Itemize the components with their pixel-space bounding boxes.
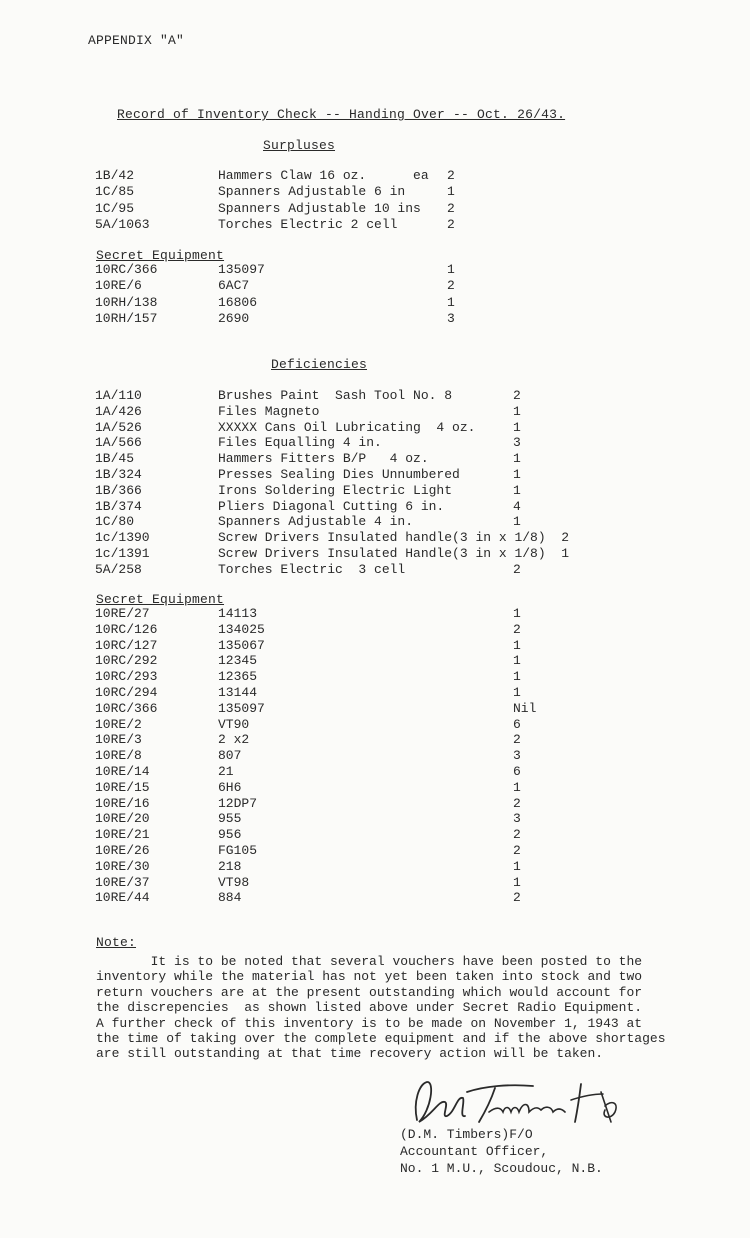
deficiency-row — [0, 514, 750, 530]
note-body — [96, 954, 666, 1062]
item-quantity: 1 — [513, 779, 521, 795]
item-quantity: 3 — [513, 748, 521, 764]
item-description: 2690 — [218, 310, 250, 326]
deficiency-row — [0, 562, 750, 578]
item-quantity: 2 — [513, 561, 521, 577]
item-quantity: 2 — [513, 890, 521, 906]
item-description: FG105 — [218, 843, 258, 858]
deficiency-secret-row — [0, 638, 750, 654]
item-code: 10RE/44 — [95, 890, 150, 906]
handwritten-signature — [405, 1072, 635, 1132]
item-quantity: 2 — [513, 827, 521, 843]
note-line: return vouchers are at the present outstanding which would account for — [96, 984, 643, 1000]
item-code: 10RE/8 — [95, 748, 142, 764]
item-quantity: 3 — [447, 310, 455, 326]
item-quantity: 1 — [513, 514, 521, 530]
item-description: Screw Drivers Insulated Handle(3 in x 1/8) 1 — [218, 546, 570, 561]
item-description: XXXXX Cans Oil Lubricating 4 oz. — [218, 419, 476, 435]
deficiency-secret-row — [0, 780, 750, 796]
deficiency-secret-row — [0, 843, 750, 859]
item-description: VT90 — [218, 716, 250, 732]
signature-block — [400, 1126, 603, 1177]
surplus-secret-row — [0, 262, 750, 278]
deficiency-row — [0, 404, 750, 420]
item-code: 10RE/16 — [95, 795, 150, 811]
item-description: 12365 — [218, 669, 258, 685]
item-description: 134025 — [218, 621, 265, 637]
surplus-row — [0, 184, 750, 200]
appendix-label: APPENDIX "A" — [88, 33, 185, 48]
item-code: 10RE/2 — [95, 716, 142, 732]
item-quantity: 1 — [513, 606, 521, 621]
deficiency-secret-row — [0, 701, 750, 717]
item-code: 1B/42 — [95, 168, 135, 183]
item-quantity: 1 — [513, 685, 521, 700]
item-description: Pliers Diagonal Cutting 6 in. — [218, 498, 445, 514]
item-description: Screw Drivers Insulated handle(3 in x 1/8) 2 — [218, 530, 570, 546]
item-description: 2 x2 — [218, 732, 250, 748]
item-quantity: 1 — [513, 467, 521, 482]
item-code: 10RE/21 — [95, 827, 150, 843]
item-description: Spanners Adjustable 10 ins — [218, 200, 421, 216]
item-code: 1B/374 — [95, 498, 142, 514]
item-description: Torches Electric 2 cell — [218, 216, 398, 232]
deficiency-secret-row — [0, 811, 750, 827]
item-description: 956 — [218, 827, 242, 843]
item-quantity: 2 — [513, 388, 521, 403]
note-line: the discrepencies as shown listed above under Secret Radio Equipment. — [96, 1000, 643, 1016]
deficiency-row — [0, 467, 750, 483]
item-code: 10RH/157 — [95, 310, 158, 326]
note-line: are still outstanding at that time recovery action will be taken. — [96, 1046, 604, 1062]
deficiency-secret-row — [0, 669, 750, 685]
document-title: Record of Inventory Check -- Handing Over -- Oct. 26/43. — [117, 107, 566, 122]
deficiencies-heading: Deficiencies — [271, 357, 368, 372]
item-description: Spanners Adjustable 6 in — [218, 184, 406, 200]
item-description: 21 — [218, 764, 234, 779]
item-quantity: Nil — [513, 700, 537, 716]
item-code: 10RE/37 — [95, 874, 150, 890]
item-quantity: 2 — [447, 216, 455, 232]
item-code: 1C/95 — [95, 200, 135, 216]
surplus-secret-row — [0, 311, 750, 327]
note-line: inventory while the material has not yet been taken into stock and two — [96, 969, 643, 985]
item-quantity: 2 — [447, 200, 455, 216]
item-quantity: 2 — [513, 795, 521, 811]
note-line: A further check of this inventory is to be made on November 1, 1943 at — [96, 1015, 643, 1031]
signature-line: Accountant Officer, — [400, 1144, 549, 1159]
deficiency-secret-row — [0, 827, 750, 843]
surplus-row — [0, 168, 750, 184]
item-description: 12DP7 — [218, 795, 258, 811]
item-code: 10RE/30 — [95, 858, 150, 874]
item-description: 218 — [218, 858, 242, 874]
deficiency-row — [0, 388, 750, 404]
item-description: Irons Soldering Electric Light — [218, 482, 453, 498]
deficiency-secret-heading: Secret Equipment — [96, 592, 225, 607]
item-description: 6AC7 — [218, 278, 250, 294]
surplus-secret-row — [0, 278, 750, 294]
signature-line: (D.M. Timbers)F/O — [400, 1127, 533, 1142]
deficiency-secret-row — [0, 606, 750, 622]
item-description: Torches Electric 3 cell — [218, 561, 406, 577]
deficiency-row — [0, 530, 750, 546]
deficiency-secret-row — [0, 717, 750, 733]
deficiency-secret-row — [0, 764, 750, 780]
item-code: 1B/324 — [95, 467, 142, 482]
item-quantity: 1 — [513, 403, 521, 419]
item-code: 10RE/20 — [95, 811, 150, 827]
item-quantity: 2 — [513, 843, 521, 858]
deficiency-secret-row — [0, 732, 750, 748]
item-code: 1c/1390 — [95, 530, 150, 546]
item-quantity: 2 — [513, 621, 521, 637]
item-description: 13144 — [218, 685, 258, 700]
item-description: 135067 — [218, 637, 265, 653]
item-description: Presses Sealing Dies Unnumbered — [218, 467, 460, 482]
item-code: 10RE/27 — [95, 606, 150, 621]
item-quantity: 1 — [513, 637, 521, 653]
item-quantity: 4 — [513, 498, 521, 514]
item-description: 807 — [218, 748, 242, 764]
note-line: the time of taking over the complete equipment and if the above shortages — [96, 1031, 666, 1047]
item-code: 10RC/126 — [95, 621, 158, 637]
item-quantity: 1 — [447, 294, 455, 310]
item-code: 1C/85 — [95, 184, 135, 200]
item-code: 1A/526 — [95, 419, 142, 435]
deficiency-secret-row — [0, 859, 750, 875]
item-quantity: 3 — [513, 435, 521, 451]
surplus-row — [0, 217, 750, 233]
item-description: 135097 — [218, 262, 265, 277]
deficiency-row — [0, 483, 750, 499]
item-description: 884 — [218, 890, 242, 906]
item-code: 10RE/15 — [95, 779, 150, 795]
deficiency-secret-row — [0, 653, 750, 669]
deficiency-secret-row — [0, 875, 750, 891]
item-code: 1A/566 — [95, 435, 142, 451]
item-quantity: 2 — [447, 168, 455, 183]
item-quantity: 1 — [447, 184, 455, 200]
item-quantity: 1 — [513, 419, 521, 435]
item-code: 10RC/294 — [95, 685, 158, 700]
item-quantity: 1 — [447, 262, 455, 277]
item-quantity: 2 — [447, 278, 455, 294]
deficiency-row — [0, 451, 750, 467]
item-code: 5A/258 — [95, 561, 142, 577]
item-quantity: 6 — [513, 716, 521, 732]
item-code: 10RE/26 — [95, 843, 150, 858]
deficiency-secret-row — [0, 622, 750, 638]
item-quantity: 1 — [513, 874, 521, 890]
note-line: It is to be noted that several vouchers have been posted to the — [96, 954, 643, 969]
item-description: 6H6 — [218, 779, 242, 795]
item-description: Files Magneto — [218, 403, 320, 419]
item-code: 5A/1063 — [95, 216, 150, 232]
item-quantity: 3 — [513, 811, 521, 827]
item-description: 16806 — [218, 294, 258, 310]
item-description: Hammers Fitters B/P 4 oz. — [218, 451, 429, 467]
deficiency-row — [0, 499, 750, 515]
surplus-secret-heading: Secret Equipment — [96, 248, 225, 263]
item-quantity: 1 — [513, 653, 521, 669]
deficiency-row — [0, 435, 750, 451]
item-code: 10RC/127 — [95, 637, 158, 653]
item-code: 1A/426 — [95, 403, 142, 419]
item-description: Spanners Adjustable 4 in. — [218, 514, 414, 530]
note-label: Note: — [96, 935, 137, 950]
surpluses-heading: Surpluses — [263, 138, 336, 153]
deficiency-secret-row — [0, 890, 750, 906]
item-code: 1B/366 — [95, 482, 142, 498]
deficiency-row — [0, 420, 750, 436]
item-code: 1B/45 — [95, 451, 135, 467]
item-quantity: 1 — [513, 858, 521, 874]
item-quantity: 1 — [513, 482, 521, 498]
item-description: 955 — [218, 811, 242, 827]
item-code: 10RC/366 — [95, 262, 158, 277]
item-quantity: 6 — [513, 764, 521, 779]
item-description: Hammers Claw 16 oz. ea — [218, 168, 429, 183]
item-code: 1A/110 — [95, 388, 142, 403]
item-code: 10RE/3 — [95, 732, 142, 748]
item-quantity: 1 — [513, 669, 521, 685]
item-quantity: 1 — [513, 451, 521, 467]
item-description: 14113 — [218, 606, 258, 621]
surplus-row — [0, 201, 750, 217]
item-code: 10RE/6 — [95, 278, 142, 294]
signature-line: No. 1 M.U., Scoudouc, N.B. — [400, 1161, 603, 1176]
item-code: 10RC/292 — [95, 653, 158, 669]
item-description: VT98 — [218, 874, 250, 890]
item-code: 10RH/138 — [95, 294, 158, 310]
item-code: 10RC/366 — [95, 700, 158, 716]
item-code: 1C/80 — [95, 514, 135, 530]
item-quantity: 2 — [513, 732, 521, 748]
deficiency-secret-row — [0, 748, 750, 764]
item-description: 12345 — [218, 653, 258, 669]
item-code: 10RE/14 — [95, 764, 150, 779]
item-description: 135097 — [218, 700, 265, 716]
item-description: Brushes Paint Sash Tool No. 8 — [218, 388, 453, 403]
item-code: 10RC/293 — [95, 669, 158, 685]
surplus-secret-row — [0, 295, 750, 311]
item-description: Files Equalling 4 in. — [218, 435, 382, 451]
item-code: 1c/1391 — [95, 546, 150, 561]
deficiency-secret-row — [0, 685, 750, 701]
deficiency-secret-row — [0, 796, 750, 812]
deficiency-row — [0, 546, 750, 562]
